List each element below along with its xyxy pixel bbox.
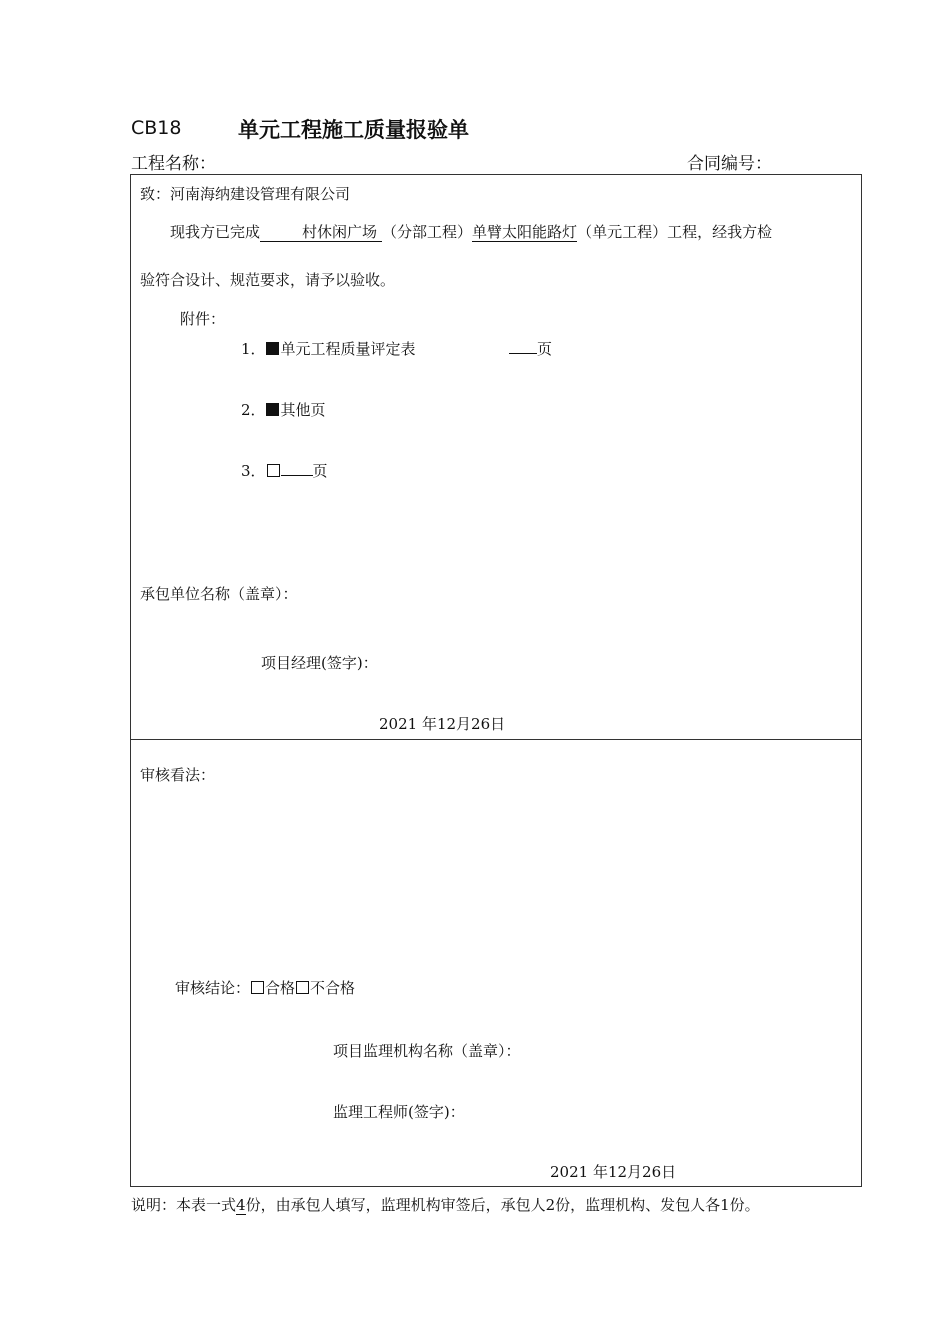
addressee: 致：河南海纳建设管理有限公司 bbox=[140, 185, 351, 203]
copies-count: 4 bbox=[236, 1196, 246, 1214]
form-code: CB18 bbox=[131, 117, 182, 139]
option-pass: 合格 bbox=[265, 979, 296, 997]
engineer-signature-label: 监理工程师(签字)： bbox=[333, 1103, 465, 1121]
footnote bbox=[131, 1194, 760, 1215]
pages-suffix: 页 bbox=[312, 462, 328, 480]
attachment-blank bbox=[281, 475, 313, 476]
conclusion-label: 审核结论： bbox=[175, 979, 251, 997]
submission-section bbox=[130, 174, 862, 740]
checked-box-icon bbox=[266, 342, 279, 355]
attachment-pages bbox=[509, 338, 552, 359]
attachment-text: 单元工程质量评定表 bbox=[280, 340, 416, 358]
project-name-label: 工程名称： bbox=[131, 154, 216, 174]
division-name: 村休闲广场 bbox=[260, 224, 382, 242]
attachment-number: 3． bbox=[241, 462, 266, 480]
supervision-org-label: 项目监理机构名称（盖章）： bbox=[333, 1042, 521, 1060]
note-prefix: 说明：本表一式 bbox=[131, 1196, 237, 1214]
submission-date: 2021 年12月26日 bbox=[379, 715, 506, 733]
note-suffix: 份，由承包人填写，监理机构审签后，承包人2份，监理机构、发包人各1份。 bbox=[245, 1196, 760, 1214]
checked-box-icon bbox=[266, 403, 279, 416]
unchecked-box-icon bbox=[267, 464, 280, 477]
review-conclusion bbox=[175, 977, 355, 998]
statement-line-2: 验符合设计、规范要求，请予以验收。 bbox=[140, 271, 396, 289]
attachment-item bbox=[241, 399, 326, 420]
division-suffix: （分部工程） bbox=[382, 223, 473, 241]
contractor-label: 承包单位名称（盖章）： bbox=[140, 585, 298, 603]
checkbox-icon bbox=[251, 981, 264, 994]
attachment-text: 其他页 bbox=[280, 401, 326, 419]
completion-statement bbox=[170, 221, 772, 242]
attachment-item bbox=[241, 460, 328, 481]
review-opinion-label: 审核看法： bbox=[140, 766, 216, 784]
form-title: 单元工程施工质量报验单 bbox=[238, 118, 469, 142]
review-date: 2021 年12月26日 bbox=[550, 1163, 677, 1181]
option-fail: 不合格 bbox=[310, 979, 356, 997]
attachment-item bbox=[241, 338, 416, 359]
review-section bbox=[130, 739, 862, 1187]
manager-signature-label: 项目经理(签字)： bbox=[261, 654, 378, 672]
statement-prefix: 现我方已完成 bbox=[170, 223, 261, 241]
checkbox-icon bbox=[296, 981, 309, 994]
attachment-number: 1． bbox=[241, 340, 266, 358]
contract-no-label: 合同编号： bbox=[687, 154, 772, 174]
unit-suffix: （单元工程）工程，经我方检 bbox=[577, 223, 773, 241]
unit-name: 单臂太阳能路灯 bbox=[472, 223, 578, 241]
attachments-label: 附件： bbox=[180, 310, 226, 328]
pages-suffix: 页 bbox=[537, 340, 553, 358]
attachment-number: 2． bbox=[241, 401, 266, 419]
page-count-blank bbox=[509, 353, 537, 354]
